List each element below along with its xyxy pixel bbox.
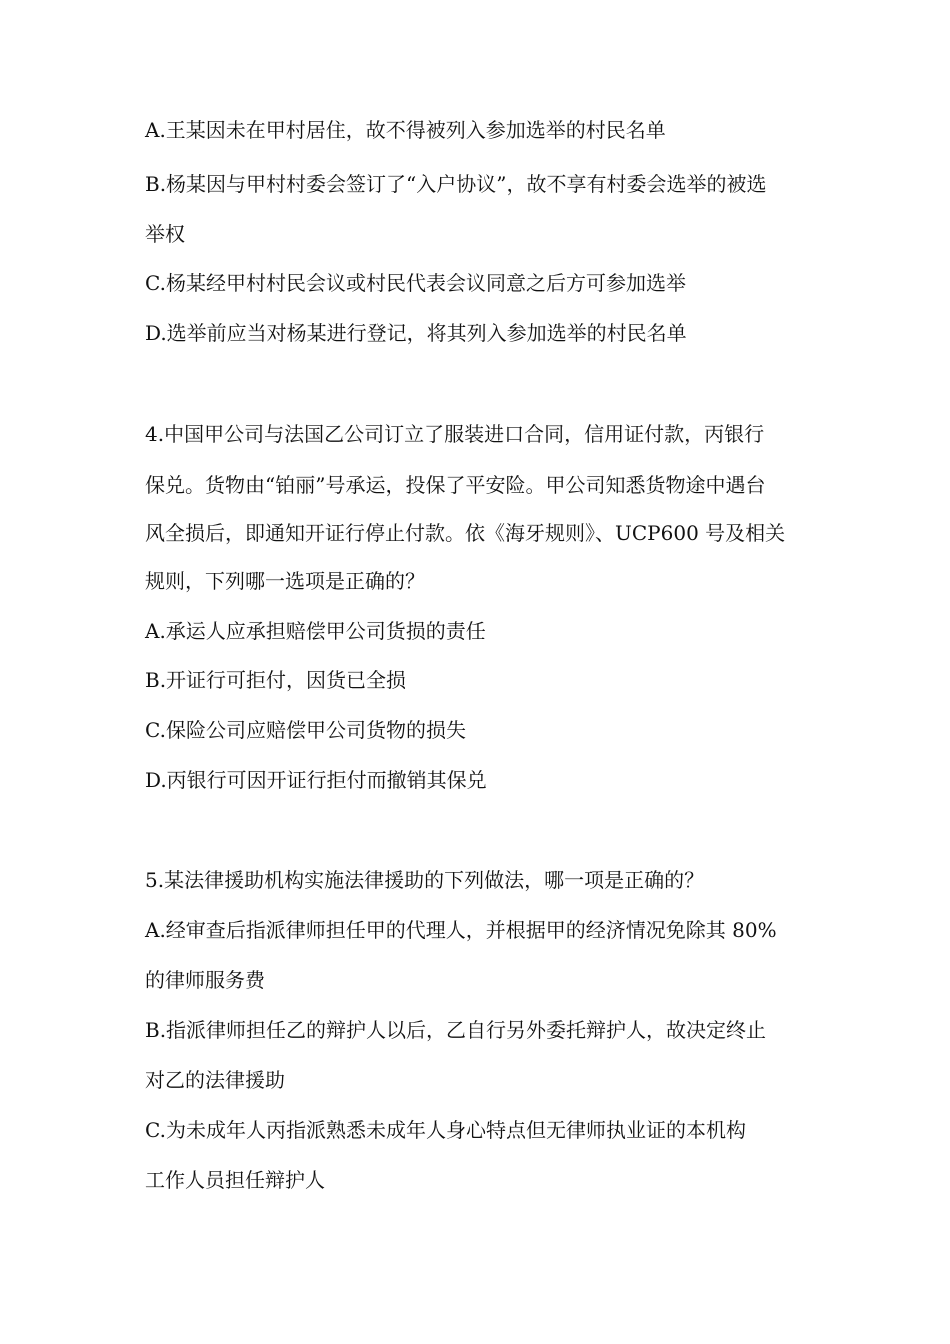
q5-stem: 5.某法律援助机构实施法律援助的下列做法，哪一项是正确的？	[145, 868, 705, 892]
q4-stem-line1: 4.中国甲公司与法国乙公司订立了服装进口合同，信用证付款，丙银行	[145, 422, 765, 446]
q4-option-d: D.丙银行可因开证行拒付而撤销其保兑	[145, 768, 487, 792]
q5-option-b-line2: 对乙的法律援助	[145, 1068, 285, 1092]
q3-option-a: A.王某因未在甲村居住，故不得被列入参加选举的村民名单	[145, 118, 666, 142]
q5-option-b-line1: B.指派律师担任乙的辩护人以后，乙自行另外委托辩护人，故决定终止	[145, 1018, 767, 1042]
q4-stem-line4: 规则，下列哪一选项是正确的？	[145, 569, 425, 593]
q3-option-c: C.杨某经甲村村民会议或村民代表会议同意之后方可参加选举	[145, 271, 686, 295]
q5-option-a-line1: A.经审查后指派律师担任甲的代理人，并根据甲的经济情况免除其 80%	[145, 918, 777, 942]
q3-option-b-line2: 举权	[145, 222, 185, 246]
q3-option-d: D.选举前应当对杨某进行登记，将其列入参加选举的村民名单	[145, 321, 687, 345]
q4-stem-line3: 风全损后，即通知开证行停止付款。依《海牙规则》、UCP600 号及相关	[145, 521, 786, 545]
q5-option-c-line1: C.为未成年人丙指派熟悉未成年人身心特点但无律师执业证的本机构	[145, 1118, 746, 1142]
q4-option-c: C.保险公司应赔偿甲公司货物的损失	[145, 718, 466, 742]
q5-option-a-line2: 的律师服务费	[145, 968, 265, 992]
q4-option-a: A.承运人应承担赔偿甲公司货损的责任	[145, 619, 486, 643]
q5-option-c-line2: 工作人员担任辩护人	[145, 1168, 325, 1192]
q3-option-b-line1: B.杨某因与甲村村委会签订了“入户协议”，故不享有村委会选举的被选	[145, 172, 767, 196]
q4-option-b: B.开证行可拒付，因货已全损	[145, 668, 407, 692]
q4-stem-line2: 保兑。货物由“铂丽”号承运，投保了平安险。甲公司知悉货物途中遇台	[145, 473, 766, 497]
